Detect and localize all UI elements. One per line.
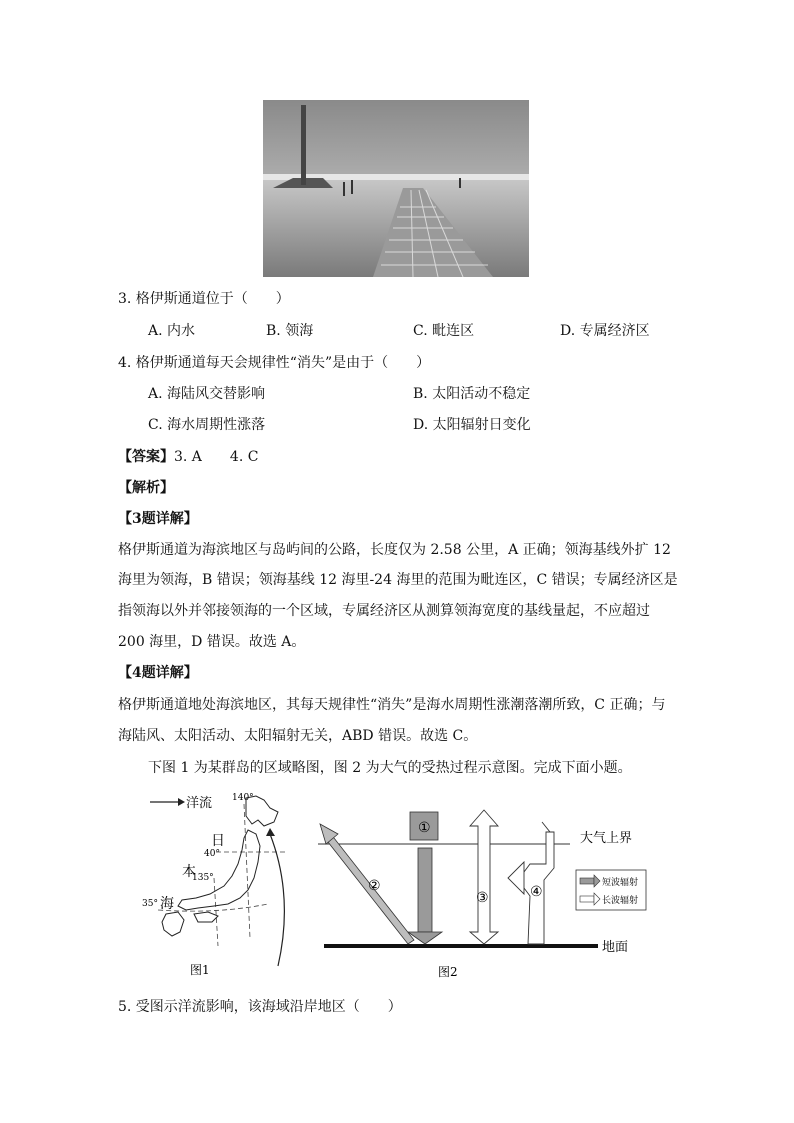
q4-detail-line-1: 格伊斯通道地处海滨地区，其每天规律性“消失”是海水周期性涨潮落潮所致，C 正确；与 [118,697,666,713]
top-boundary-label: 大气上界 [580,831,633,846]
q4-detail-label: 【4题详解】 [118,665,198,681]
current-legend-arrow [150,798,185,806]
legend-shortwave-label: 短波辐射 [602,878,639,888]
q3-detail-line-2: 海里为领海，B 错误；领海基线 12 海里-24 海里的范围为毗连区，C 错误；专属经济区是 [118,572,678,588]
sea-char-1: 日 [211,833,225,849]
current-label: 洋流 [186,796,213,811]
answer-line [118,446,258,468]
figure2-diagram [318,808,648,984]
intro-line: 下图 1 为某群岛的区域略图，图 2 为大气的受热过程示意图。完成下面小题。 [148,760,632,776]
q3-option-c: C. 毗连区 [413,323,475,339]
sea-char-3: 海 [160,896,174,912]
q4-option-a: A. 海陆风交替影响 [148,386,266,402]
answer-text: 3. A 4. C [174,449,259,465]
q5-stem: 5. 受图示洋流影响，该海域沿岸地区（ ） [118,999,402,1015]
q3-option-a: A. 内水 [148,323,196,339]
arrow-4-counter-radiation [508,822,554,944]
q4-stem: 4. 格伊斯通道每天会规律性“消失”是由于（ ） [118,355,431,371]
ground-label: 地面 [602,940,629,955]
figure1-caption: 图1 [190,963,210,977]
lat-35-label: 35° [142,899,158,909]
q3-detail-line-4: 200 海里，D 错误。故选 A。 [118,634,306,650]
q4-detail-line-2: 海陆风、太阳活动、太阳辐射无关，ABD 错误。故选 C。 [118,728,478,744]
q3-option-d: D. 专属经济区 [560,323,650,339]
q4-option-b: B. 太阳活动不稳定 [413,386,531,402]
analysis-label: 【解析】 [118,480,174,496]
lat-40-label: 40° [204,849,220,859]
causeway-photo [263,100,529,277]
q3-detail-line-3: 指领海以外并邻接领海的一个区域，专属经济区从测算领海宽度的基线量起，不应超过 [118,603,650,619]
lon-140-label: 140° [232,793,254,803]
answer-label: 【答案】 [118,449,174,465]
lon-135-label: 135° [192,873,214,883]
q4-option-c: C. 海水周期性涨落 [148,417,266,433]
q3-detail-label: 【3题详解】 [118,511,198,527]
figure2-caption: 图2 [438,965,458,979]
q3-stem: 3. 格伊斯通道位于（ ） [118,291,290,307]
arrow-3-label: ③ [476,890,489,906]
q3-detail-line-1: 格伊斯通道为海滨地区与岛屿间的公路，长度仅为 2.58 公里，A 正确；领海基线外扩 12 [118,542,671,558]
arrow-1-label: ① [418,820,431,836]
arrow-2-label: ② [368,878,381,894]
arrow-3-ground-radiation [470,810,498,944]
arrow-4-label: ④ [530,884,543,900]
sea-char-2: 本 [182,864,196,880]
figure1-map [118,786,308,982]
q4-option-d: D. 太阳辐射日变化 [413,417,531,433]
arrow-2-diagonal [320,824,414,944]
q3-option-b: B. 领海 [266,323,314,339]
legend-longwave-label: 长波辐射 [602,896,639,906]
